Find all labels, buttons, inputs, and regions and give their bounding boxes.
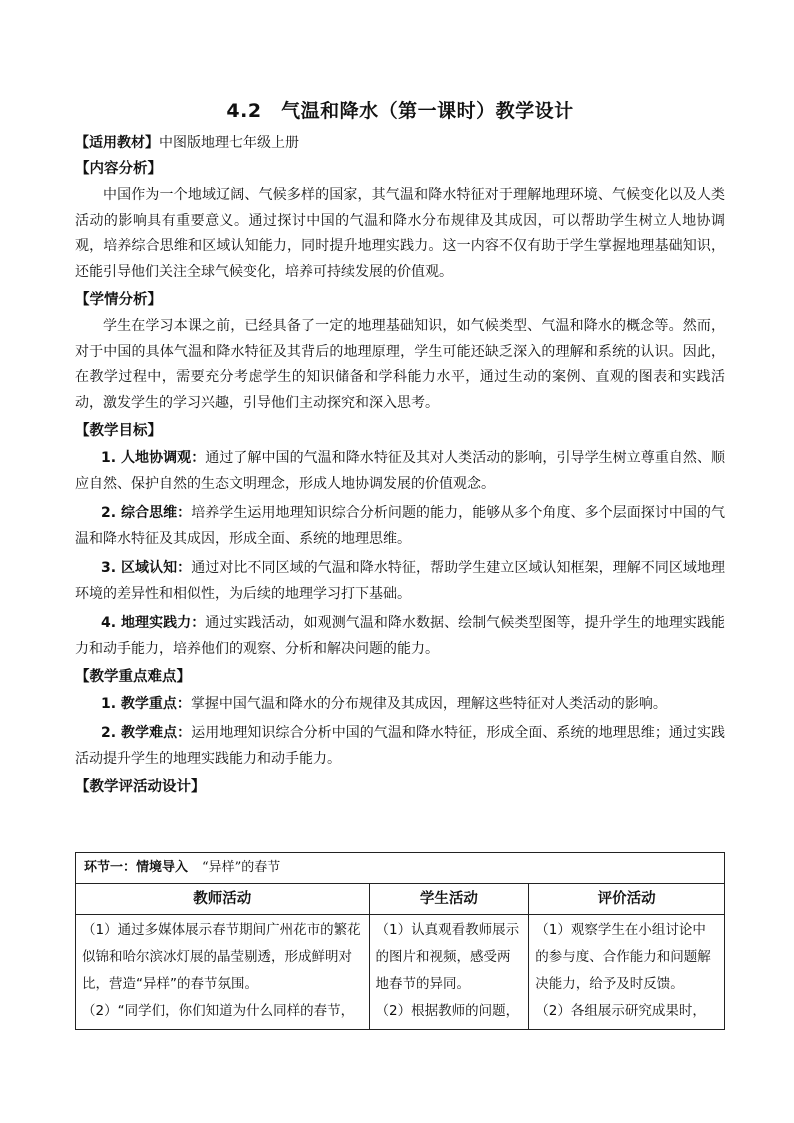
key-point-text: 运用地理知识综合分析中国的气温和降水特征，形成全面、系统的地理思维；通过实践活动提升学生的地理实践能力和动手能力。 [75,725,726,767]
key-point-lead: 1. 教学重点： [101,696,191,712]
textbook-value: 中图版地理七年级上册 [159,135,299,151]
document-title: 4.2 气温和降水（第一课时）教学设计 [226,100,574,122]
teacher-activity-cell [76,915,370,1030]
teacher-activity-item: （2）“同学们，你们知道为什么同样的春节， [82,1003,355,1019]
teacher-activity-item: （1）通过多媒体展示春节期间广州花市的繁花似锦和哈尔滨冰灯展的晶莹剔透，形成鲜明对比，营造“异样”的春节氛围。 [82,922,361,992]
content-analysis-heading: 【内容分析】 [75,161,162,177]
table-row [76,915,725,1030]
stage-label: 环节一：情境导入 [84,860,189,875]
objective-text: 通过了解中国的气温和降水特征及其对人类活动的影响，引导学生树立尊重自然、顺应自然、保护自然的生态文明理念，形成人地协调发展的价值观念。 [75,450,726,492]
document-body [75,96,725,798]
key-points-heading: 【教学重点难点】 [75,669,191,685]
student-activity-header: 学生活动 [369,884,529,915]
objective-text: 通过对比不同区域的气温和降水特征，帮助学生建立区域认知框架，理解不同区域地理环境的差异性和相似性，为后续的地理学习打下基础。 [75,560,726,602]
objective-lead: 3. 区域认知： [101,560,192,576]
stage-row [76,853,725,884]
learner-analysis-text: 学生在学习本课之前，已经具备了一定的地理基础知识，如气候类型、气温和降水的概念等。然而，对于中国的具体气温和降水特征及其背后的地理原理，学生可能还缺乏深入的理解和系统的认识。因此，在教学过程中，需要充分考虑学生的知识储备和学科能力水平，通过生动的案例、直观的图表和实践活动，激发学生的学习兴趣，引导他们主动探究和深入思考。 [75,318,725,411]
key-point-item [75,720,725,772]
objective-item [75,555,725,607]
column-header-row [76,884,725,915]
objective-item [75,500,725,552]
student-activity-item: （2）根据教师的问题， [375,1003,520,1019]
objective-text: 培养学生运用地理知识综合分析问题的能力，能够从多个角度、多个层面探讨中国的气温和降水特征及其成因，形成全面、系统的地理思维。 [75,505,726,547]
objective-lead: 2. 综合思维： [101,505,192,521]
student-activity-cell [369,915,529,1030]
content-analysis-text: 中国作为一个地域辽阔、气候多样的国家，其气温和降水特征对于理解地理环境、气候变化以及人类活动的影响具有重要意义。通过探讨中国的气温和降水分布规律及其成因，可以帮助学生树立人地协调观，培养综合思维和区域认知能力，同时提升地理实践力。这一内容不仅有助于学生掌握地理基础知识，还能引导他们关注全球气候变化，培养可持续发展的价值观。 [75,187,725,280]
textbook-label: 【适用教材】 [75,135,159,151]
evaluation-activity-cell [529,915,725,1030]
activity-table [75,852,725,1030]
objective-lead: 1. 人地协调观： [101,450,206,466]
stage-cell [76,853,725,884]
evaluation-activity-item: （2）各组展示研究成果时， [535,1003,706,1019]
student-activity-item: （1）认真观看教师展示的图片和视频，感受两地春节的异同。 [375,922,520,992]
objective-item [75,610,725,662]
objectives-heading: 【教学目标】 [75,423,162,439]
objective-text: 通过实践活动，如观测气温和降水数据、绘制气候类型图等，提升学生的地理实践能力和动手能力，培养他们的观察、分析和解决问题的能力。 [75,615,726,657]
key-point-text: 掌握中国气温和降水的分布规律及其成因，理解这些特征对人类活动的影响。 [190,696,667,712]
key-point-lead: 2. 教学难点： [101,725,192,741]
evaluation-activity-header: 评价活动 [529,884,725,915]
teacher-activity-header: 教师活动 [76,884,370,915]
evaluation-activity-item: （1）观察学生在小组讨论中的参与度、合作能力和问题解决能力，给予及时反馈。 [535,922,711,992]
learner-analysis-heading: 【学情分析】 [75,292,162,308]
objective-item [75,445,725,497]
activity-design-heading: 【教学评活动设计】 [75,779,206,795]
key-point-item [75,691,725,717]
stage-title: “异样”的春节 [202,860,281,875]
objective-lead: 4. 地理实践力： [101,615,206,631]
textbook-line [75,132,725,154]
